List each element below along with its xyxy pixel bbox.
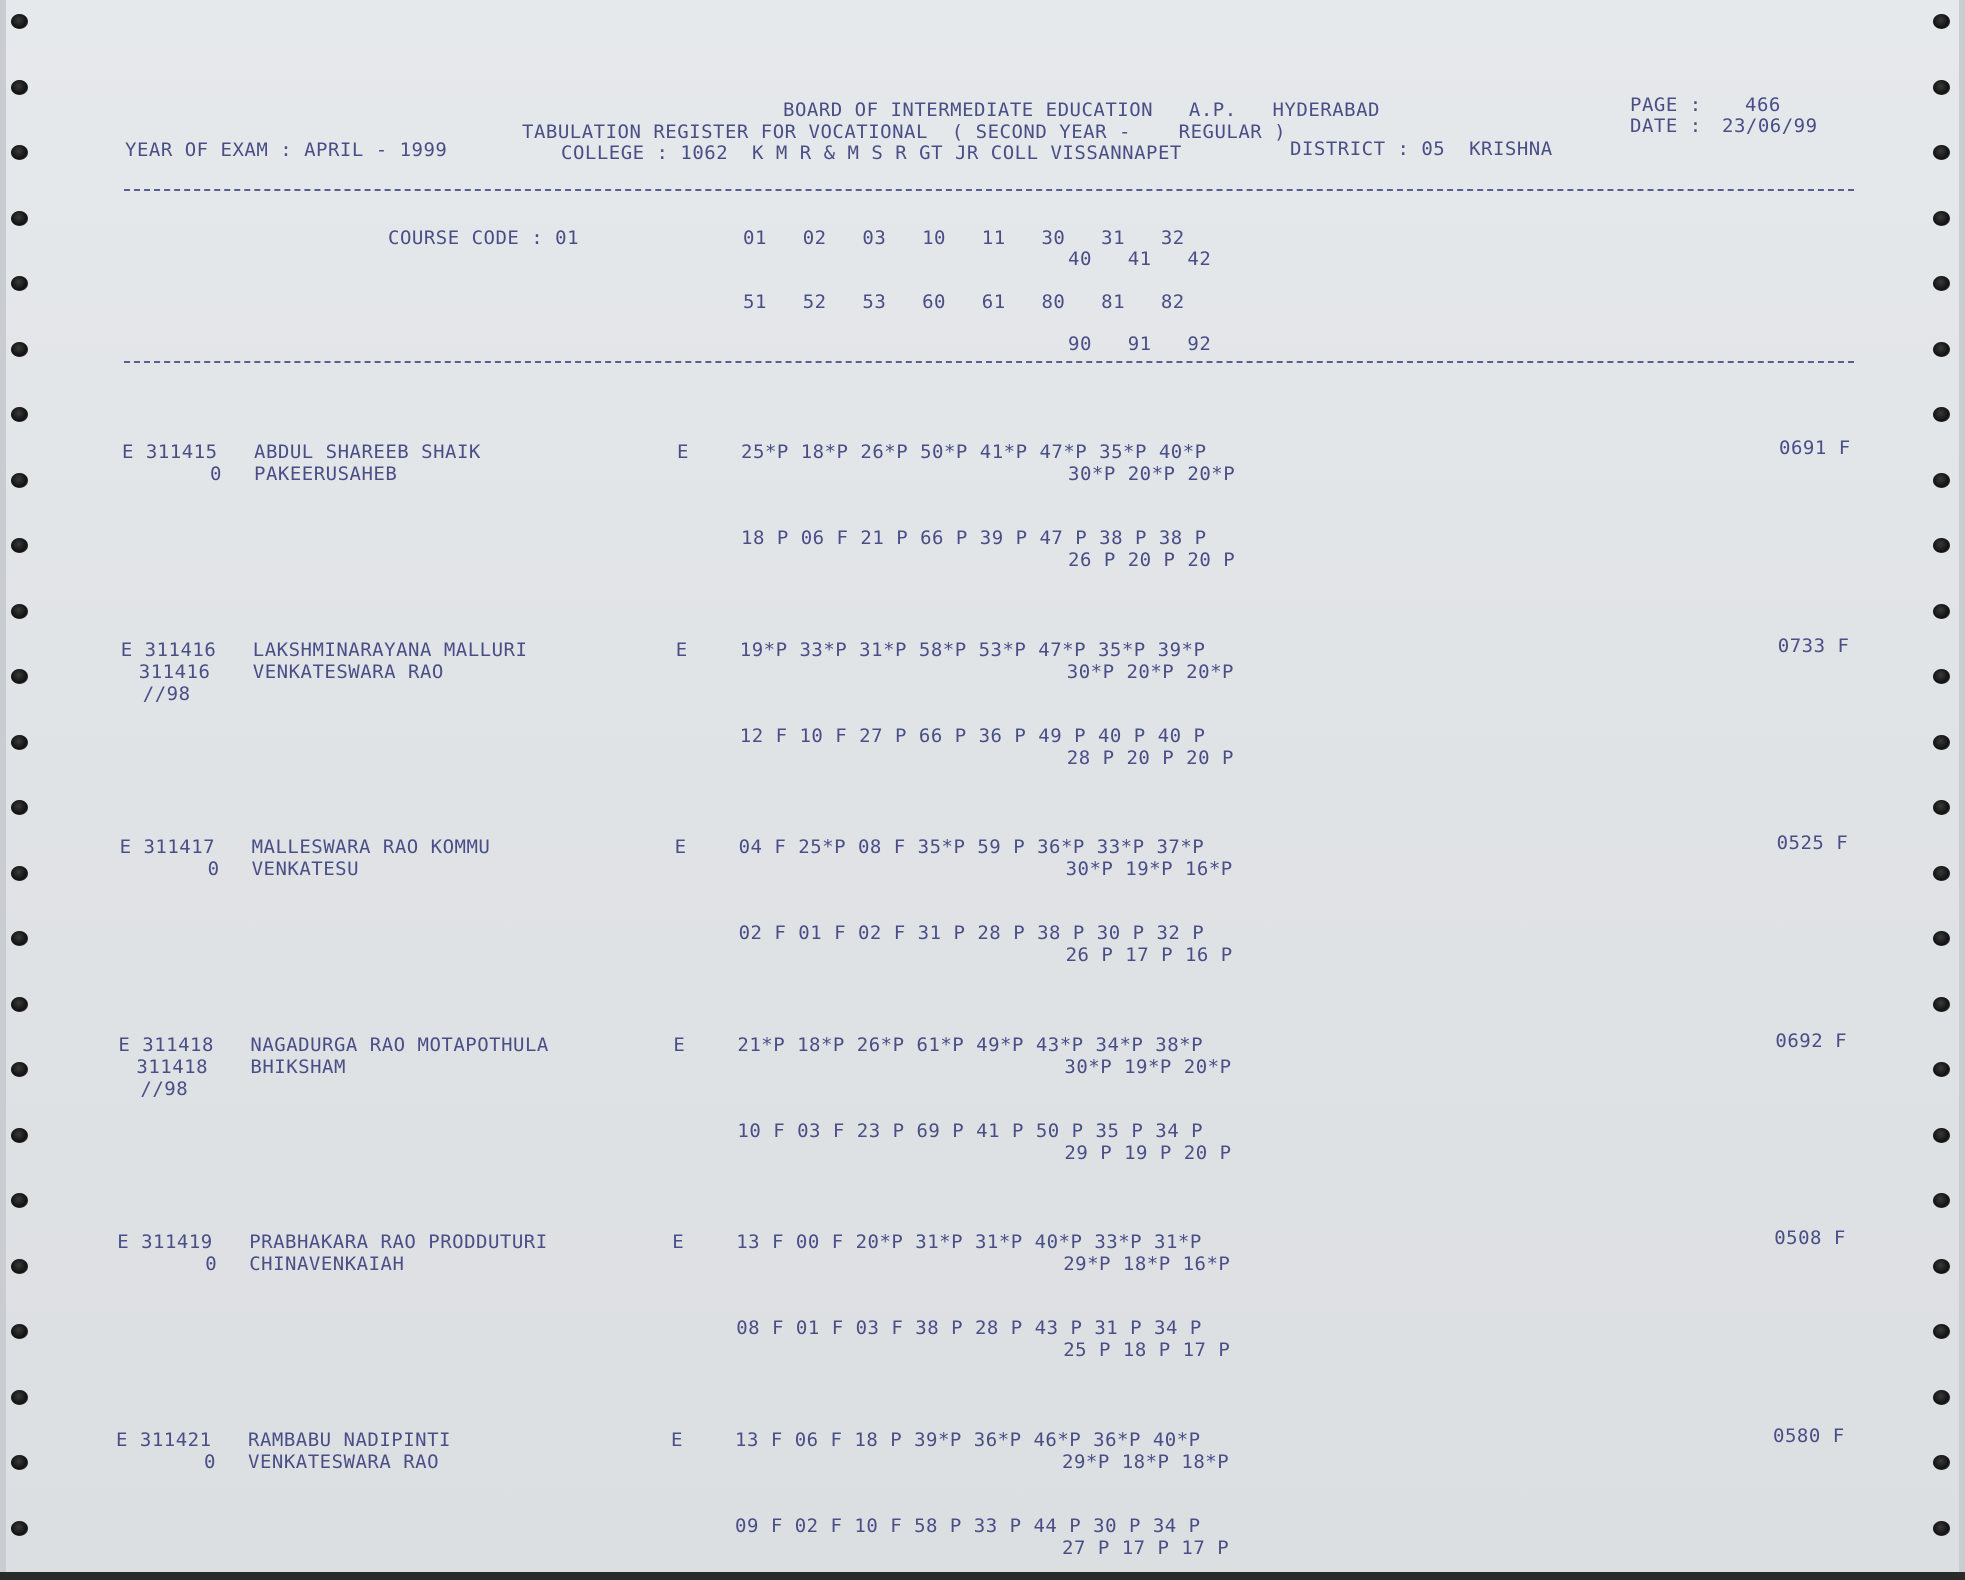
feed-hole — [11, 604, 28, 619]
year-of-exam: YEAR OF EXAM : APRIL - 1999 — [125, 139, 448, 161]
feed-hole — [1933, 342, 1950, 357]
district-name: DISTRICT : 05 KRISHNA — [1290, 138, 1553, 160]
college-name: COLLEGE : 1062 K M R & M S R GT JR COLL VISSANNAPET — [561, 142, 1182, 164]
feed-hole — [11, 14, 28, 29]
medium: E — [675, 638, 688, 661]
medium: E — [673, 1033, 686, 1056]
student-code: E 311416 — [120, 638, 217, 661]
year1-marks: 13 F 06 F 18 P 39*P 36*P 46*P 36*P 40*P — [735, 1428, 1201, 1451]
feed-hole — [11, 800, 28, 815]
student-name: MALLESWARA RAO KOMMU — [251, 836, 491, 858]
student-code: E 311418 — [118, 1033, 214, 1056]
student-name: NAGADURGA RAO MOTAPOTHULA — [250, 1033, 549, 1056]
previous-reference: 0 — [207, 858, 220, 880]
year2-marks: 08 F 01 F 03 F 38 P 28 P 43 P 31 P 34 P — [736, 1317, 1202, 1339]
feed-hole — [1933, 735, 1950, 750]
year2-marks-sub: 26 P 17 P 16 P — [1065, 944, 1233, 966]
year1-marks-sub: 30*P 19*P 20*P — [1064, 1055, 1232, 1078]
parent-name: VENKATESWARA RAO — [252, 660, 444, 683]
feed-hole — [11, 211, 28, 226]
year2-marks-sub: 25 P 18 P 17 P — [1063, 1339, 1231, 1361]
year2-marks: 02 F 01 F 02 F 31 P 28 P 38 P 30 P 32 P — [738, 922, 1205, 944]
year1-marks-sub: 29*P 18*P 16*P — [1063, 1253, 1231, 1275]
feed-hole — [1933, 276, 1950, 291]
feed-hole — [11, 473, 28, 488]
feed-hole — [1933, 997, 1950, 1012]
right-tractor-feed-holes — [1925, 0, 1965, 1572]
feed-hole — [1933, 473, 1950, 488]
previous-reference: 0 — [205, 1253, 218, 1275]
course-divider — [124, 361, 1854, 363]
year2-marks-sub: 28 P 20 P 20 P — [1066, 746, 1234, 769]
feed-hole — [11, 669, 28, 684]
feed-hole — [11, 407, 28, 422]
feed-hole — [1933, 1455, 1950, 1470]
year2-marks-sub: 27 P 17 P 17 P — [1062, 1536, 1230, 1559]
feed-hole — [1933, 1521, 1950, 1536]
medium: E — [677, 441, 689, 463]
parent-name: VENKATESU — [251, 858, 360, 880]
year2-marks: 09 F 02 F 10 F 58 P 33 P 44 P 30 P 34 P — [735, 1514, 1201, 1537]
student-code: E 311421 — [116, 1428, 212, 1451]
previous-reference: 311416 — [138, 660, 211, 683]
previous-reference: 311418 — [136, 1055, 209, 1078]
parent-name: CHINAVENKAIAH — [249, 1253, 405, 1275]
feed-hole — [11, 866, 28, 881]
feed-hole — [11, 1259, 28, 1274]
year1-marks-sub: 30*P 20*P 20*P — [1066, 660, 1234, 683]
feed-hole — [1933, 1390, 1950, 1405]
previous-reference: 0 — [204, 1450, 216, 1473]
medium: E — [671, 1428, 683, 1451]
year2-marks-sub: 26 P 20 P 20 P — [1068, 549, 1236, 571]
feed-hole — [11, 80, 28, 95]
date-label: DATE : — [1630, 115, 1702, 137]
page-number: 466 — [1745, 94, 1781, 116]
year1-marks: 04 F 25*P 08 F 35*P 59 P 36*P 33*P 37*P — [738, 836, 1205, 858]
total-result: 0691 F — [1779, 437, 1851, 459]
feed-hole — [11, 1062, 28, 1077]
feed-hole — [11, 735, 28, 750]
feed-hole — [1933, 80, 1950, 95]
previous-reference: 0 — [210, 463, 222, 485]
print-date: 23/06/99 — [1722, 115, 1818, 137]
feed-hole — [1933, 800, 1950, 815]
total-result: 0508 F — [1774, 1227, 1846, 1249]
course-columns-row1-sub: 40 41 42 — [1068, 248, 1212, 270]
feed-hole — [1933, 1324, 1950, 1339]
medium: E — [674, 836, 687, 858]
medium: E — [672, 1231, 685, 1253]
year2-marks-sub: 29 P 19 P 20 P — [1064, 1141, 1232, 1164]
student-code: E 311417 — [119, 836, 216, 858]
feed-hole — [11, 342, 28, 357]
feed-hole — [11, 997, 28, 1012]
parent-name: BHIKSHAM — [250, 1055, 346, 1078]
previous-year: //98 — [142, 682, 191, 705]
student-name: RAMBABU NADIPINTI — [248, 1428, 451, 1451]
total-result: 0580 F — [1773, 1424, 1845, 1447]
year1-marks: 19*P 33*P 31*P 58*P 53*P 47*P 35*P 39*P — [739, 638, 1206, 661]
student-code: E 311419 — [117, 1231, 213, 1253]
register-title: TABULATION REGISTER FOR VOCATIONAL ( SECOND YEAR - REGULAR ) — [522, 121, 1287, 143]
feed-hole — [1933, 1259, 1950, 1274]
feed-hole — [11, 1324, 28, 1339]
feed-hole — [1933, 1062, 1950, 1077]
course-code-label: COURSE CODE : 01 — [388, 227, 580, 249]
feed-hole — [11, 1193, 28, 1208]
left-tractor-feed-holes — [0, 0, 40, 1572]
feed-hole — [11, 538, 28, 553]
total-result: 0733 F — [1777, 634, 1850, 657]
parent-name: VENKATESWARA RAO — [248, 1450, 440, 1473]
header-divider — [124, 189, 1854, 191]
course-columns-row1: 01 02 03 10 11 30 31 32 — [743, 227, 1185, 249]
year1-marks-sub: 30*P 20*P 20*P — [1068, 463, 1236, 485]
feed-hole — [1933, 866, 1950, 881]
feed-hole — [1933, 145, 1950, 160]
parent-name: PAKEERUSAHEB — [254, 463, 398, 485]
year2-marks: 10 F 03 F 23 P 69 P 41 P 50 P 35 P 34 P — [737, 1119, 1204, 1142]
feed-hole — [1933, 14, 1950, 29]
previous-year: //98 — [140, 1077, 189, 1100]
student-name: PRABHAKARA RAO PRODDUTURI — [249, 1231, 548, 1253]
course-columns-row2: 51 52 53 60 61 80 81 82 — [743, 291, 1185, 313]
feed-hole — [11, 1455, 28, 1470]
year1-marks: 25*P 18*P 26*P 50*P 41*P 47*P 35*P 40*P — [741, 441, 1207, 463]
total-result: 0692 F — [1775, 1029, 1848, 1052]
feed-hole — [1933, 211, 1950, 226]
feed-hole — [1933, 604, 1950, 619]
year1-marks: 21*P 18*P 26*P 61*P 49*P 43*P 34*P 38*P — [737, 1033, 1204, 1056]
student-name: LAKSHMINARAYANA MALLURI — [252, 638, 528, 661]
feed-hole — [1933, 407, 1950, 422]
year2-marks: 12 F 10 F 27 P 66 P 36 P 49 P 40 P 40 P — [739, 724, 1206, 747]
year2-marks: 18 P 06 F 21 P 66 P 39 P 47 P 38 P 38 P — [741, 527, 1207, 549]
feed-hole — [1933, 1128, 1950, 1143]
feed-hole — [11, 931, 28, 946]
feed-hole — [1933, 669, 1950, 684]
feed-hole — [11, 276, 28, 291]
year1-marks-sub: 29*P 18*P 18*P — [1062, 1450, 1230, 1473]
student-name: ABDUL SHAREEB SHAIK — [254, 441, 481, 463]
year1-marks: 13 F 00 F 20*P 31*P 31*P 40*P 33*P 31*P — [736, 1231, 1202, 1253]
feed-hole — [11, 1128, 28, 1143]
page-label: PAGE : — [1630, 94, 1702, 116]
feed-hole — [1933, 931, 1950, 946]
feed-hole — [11, 145, 28, 160]
feed-hole — [11, 1521, 28, 1536]
total-result: 0525 F — [1776, 832, 1849, 854]
year1-marks-sub: 30*P 19*P 16*P — [1065, 858, 1233, 880]
feed-hole — [11, 1390, 28, 1405]
feed-hole — [1933, 538, 1950, 553]
course-columns-row3-sub: 90 91 92 — [1068, 333, 1212, 355]
feed-hole — [1933, 1193, 1950, 1208]
student-code: E 311415 — [122, 441, 218, 463]
board-title: BOARD OF INTERMEDIATE EDUCATION A.P. HYDERABAD — [783, 99, 1380, 121]
